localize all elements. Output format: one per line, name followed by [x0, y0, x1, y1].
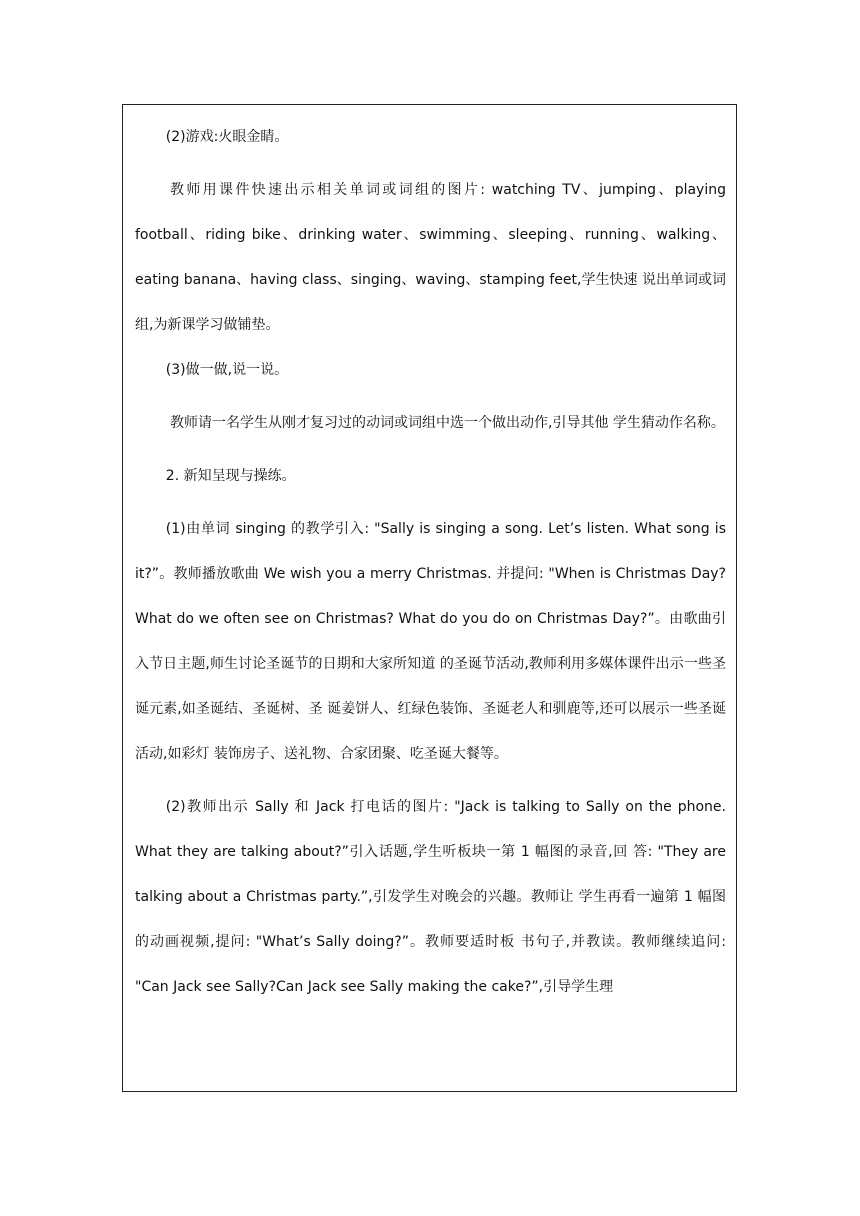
- document-frame: [122, 104, 737, 1092]
- document-body: [135, 105, 726, 1010]
- paragraph-act-description: 教师请一名学生从刚才复习过的动词或词组中选一个做出动作,引导其他 学生猜动作名称。: [170, 415, 725, 431]
- paragraph-phone-dialogue: (2)教师出示 Sally 和 Jack 打电话的图片: "Jack is talking to Sally on the phone. What they are talking about?”引入话题,学生听板块一第 1 幅图的录音,回 答: "They are talking about a Christmas party.”,引发学生对晚会的兴趣。教师让 学生再看一遍第 1 幅图的动画视频,提问: "What’s Sally doing?”。教师要适时板 书句子,并教读。教师继续追问: "Can Jack see Sally?Can Jack see Sally making the cake?”,引导学生理: [135, 799, 726, 995]
- section-heading-new-knowledge: 2. 新知呈现与操练。: [165, 468, 296, 484]
- paragraph-game-description: 教师用课件快速出示相关单词或词组的图片: watching TV、jumping、playing football、riding bike、drinking water、swimming、sleeping、running、walking、eating banana、having class、singing、waving、stamping feet,学生快速 说出单词或词组,为新课学习做铺垫。: [135, 182, 726, 333]
- paragraph-act-title: (3)做一做,说一说。: [165, 362, 289, 378]
- paragraph-singing-intro: (1)由单词 singing 的教学引入: "Sally is singing a song. Let’s listen. What song is it?”。教师播放歌曲 We wish you a merry Christmas. 并提问: "When is Christmas Day? What do we often see on Christmas? What do you do on Christmas Day?”。由歌曲引入节日主题,师生讨论圣诞节的日期和大家所知道 的圣诞节活动,教师利用多媒体课件出示一些圣诞元素,如圣诞结、圣诞树、圣 诞姜饼人、红绿色装饰、圣诞老人和驯鹿等,还可以展示一些圣诞活动,如彩灯 装饰房子、送礼物、合家团聚、吃圣诞大餐等。: [135, 521, 726, 762]
- paragraph-game-title: (2)游戏:火眼金睛。: [165, 129, 289, 145]
